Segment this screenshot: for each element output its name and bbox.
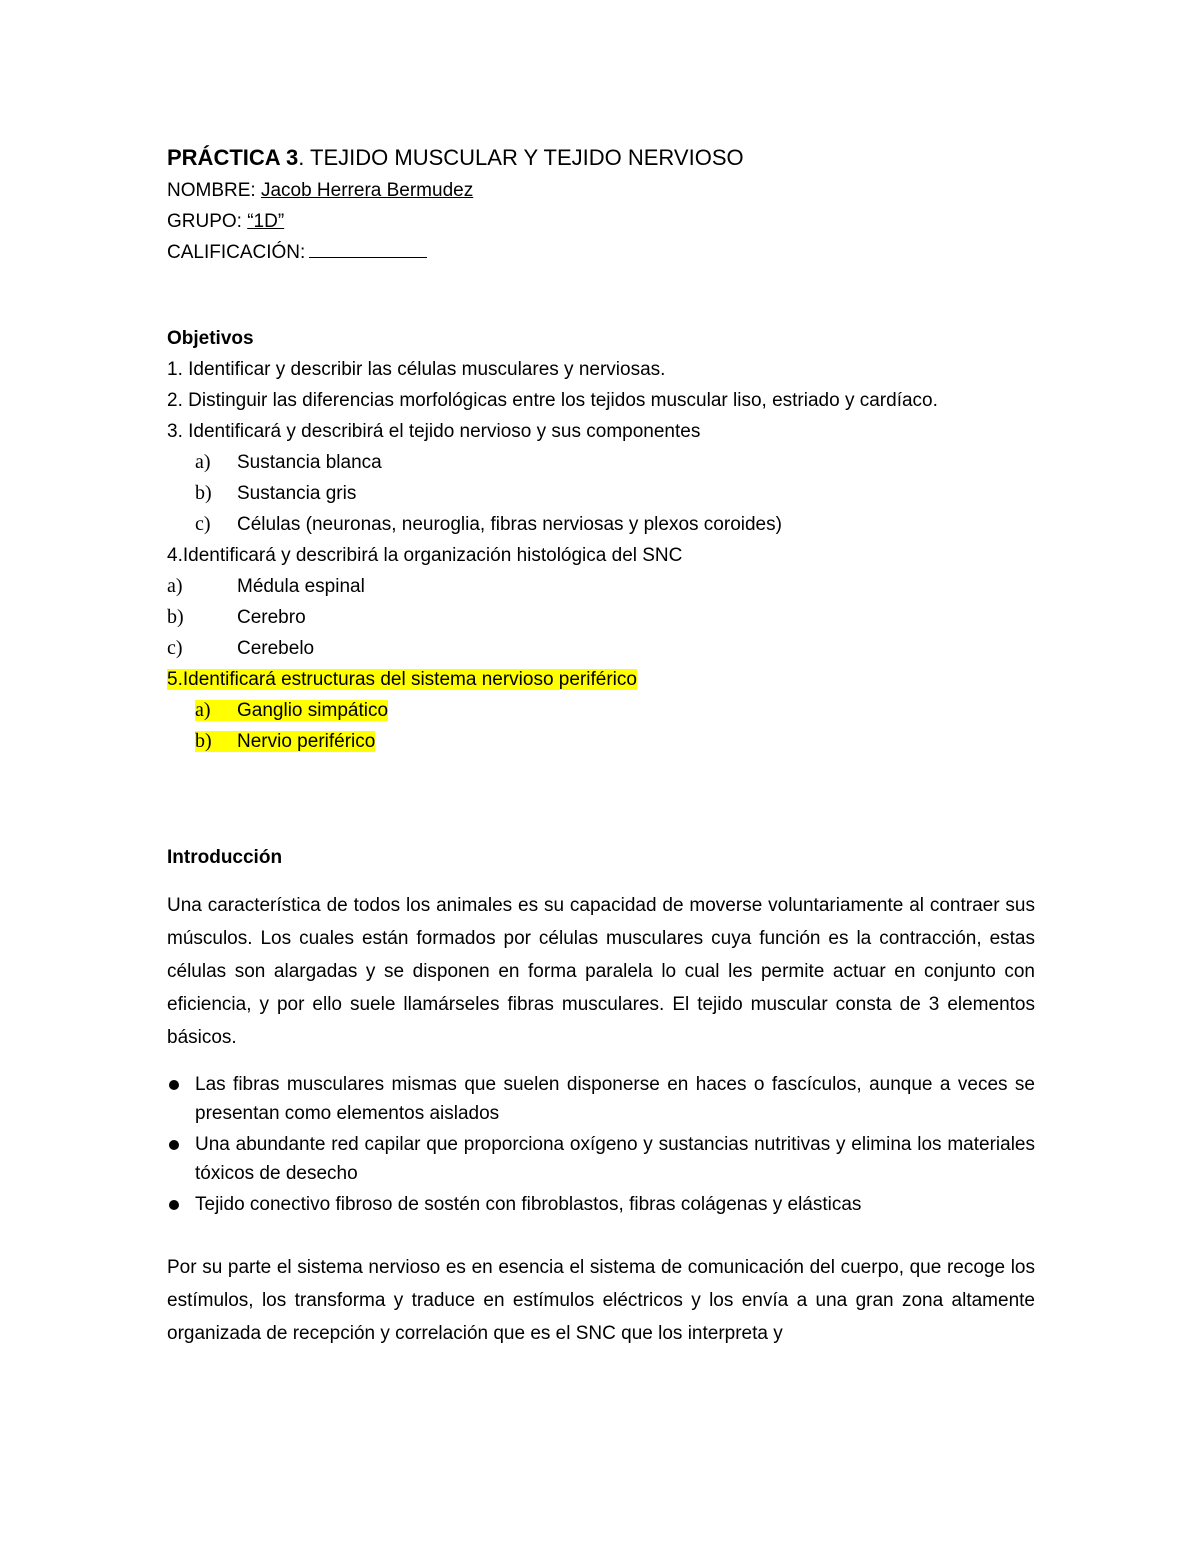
list-marker: b) — [195, 730, 212, 752]
title-rest: . TEJIDO MUSCULAR Y TEJIDO NERVIOSO — [298, 145, 744, 170]
list-item — [167, 1070, 1035, 1128]
list-marker: a) — [195, 699, 211, 721]
nombre-label: NOMBRE: — [167, 180, 261, 201]
calificacion-blank — [309, 239, 427, 258]
objetivo-4-sub-c — [167, 633, 1035, 664]
objetivo-5-sub-b — [167, 726, 1035, 757]
list-marker: c) — [195, 513, 211, 535]
objetivo-3-sub-a — [167, 447, 1035, 478]
nombre-line — [167, 175, 1035, 206]
calificacion-label: CALIFICACIÓN: — [167, 242, 306, 263]
list-marker: b) — [195, 482, 212, 504]
objetivo-4-sub-b — [167, 602, 1035, 633]
bullet-text: Las fibras musculares mismas que suelen disponerse en haces o fascículos, aunque a veces se presentan como elementos aislados — [195, 1074, 1035, 1124]
highlighted-sub-item — [195, 700, 388, 721]
sub-item-text: Células (neuronas, neuroglia, fibras nerviosas y plexos coroides) — [237, 514, 782, 535]
list-item — [167, 1190, 1035, 1219]
list-marker: c) — [167, 637, 183, 659]
bullet-text: Una abundante red capilar que proporciona oxígeno y sustancias nutritivas y elimina los materiales tóxicos de desecho — [195, 1134, 1035, 1184]
practice-title — [167, 142, 1035, 173]
bullet-text: Tejido conectivo fibroso de sostén con fibroblastos, fibras colágenas y elásticas — [195, 1194, 862, 1215]
sub-item-text: Cerebelo — [237, 638, 315, 659]
list-marker: b) — [167, 606, 184, 628]
objetivo-3-sub-c — [167, 509, 1035, 540]
objetivo-item-5-text: 5.Identificará estructuras del sistema nervioso periférico — [167, 669, 637, 690]
bullet-icon — [169, 1140, 179, 1150]
document-content — [167, 142, 1035, 1350]
objetivo-5-sub-a — [167, 695, 1035, 726]
introduccion-paragraph-1: Una característica de todos los animales es su capacidad de moverse voluntariamente al contraer sus músculos. Los cuales están formados por células musculares cuya función es la contracción, estas células son alargadas y se disponen en forma paralela lo cual les permite actuar en conjunto con eficiencia, y por ello suele llamárseles fibras musculares. El tejido muscular consta de 3 elementos básicos. — [167, 895, 1035, 1048]
sub-item-text: Nervio periférico — [237, 731, 376, 752]
objetivo-3-sub-b — [167, 478, 1035, 509]
nombre-value: Jacob Herrera Bermudez — [260, 180, 474, 201]
objetivos-heading: Objetivos — [167, 328, 254, 349]
grupo-label: GRUPO: — [167, 211, 248, 232]
highlighted-sub-item — [195, 731, 375, 752]
bullet-icon — [169, 1080, 179, 1090]
introduccion-paragraph-2: Por su parte el sistema nervioso es en esencia el sistema de comunicación del cuerpo, que recoge los estímulos, los transforma y traduce en estímulos eléctricos y los envía a una gran zona altamente organizada de recepción y correlación que es el SNC que los interpreta y — [167, 1257, 1035, 1344]
calificacion-line — [167, 237, 1035, 268]
sub-item-text: Ganglio simpático — [237, 700, 389, 721]
objetivo-item-5 — [167, 664, 1035, 695]
title-bold: PRÁCTICA 3 — [167, 145, 299, 170]
elementos-basicos-list — [167, 1070, 1035, 1219]
sub-item-text: Sustancia gris — [237, 483, 357, 504]
introduccion-heading: Introducción — [167, 847, 283, 868]
list-item — [167, 1130, 1035, 1188]
grupo-line — [167, 206, 1035, 237]
objetivo-item-2: 2. Distinguir las diferencias morfológicas entre los tejidos muscular liso, estriado y cardíaco. — [167, 390, 938, 411]
sub-item-text: Sustancia blanca — [237, 452, 382, 473]
objetivo-4-sub-a — [167, 571, 1035, 602]
bullet-icon — [169, 1200, 179, 1210]
objetivo-item-1: 1. Identificar y describir las células musculares y nerviosas. — [167, 359, 666, 380]
sub-item-text: Médula espinal — [237, 576, 365, 597]
grupo-value: “1D” — [247, 211, 285, 232]
objetivo-item-3: 3. Identificará y describirá el tejido nervioso y sus componentes — [167, 421, 701, 442]
sub-item-text: Cerebro — [237, 607, 306, 628]
list-marker: a) — [195, 451, 211, 473]
objetivo-item-4: 4.Identificará y describirá la organización histológica del SNC — [167, 545, 683, 566]
list-marker: a) — [167, 575, 183, 597]
